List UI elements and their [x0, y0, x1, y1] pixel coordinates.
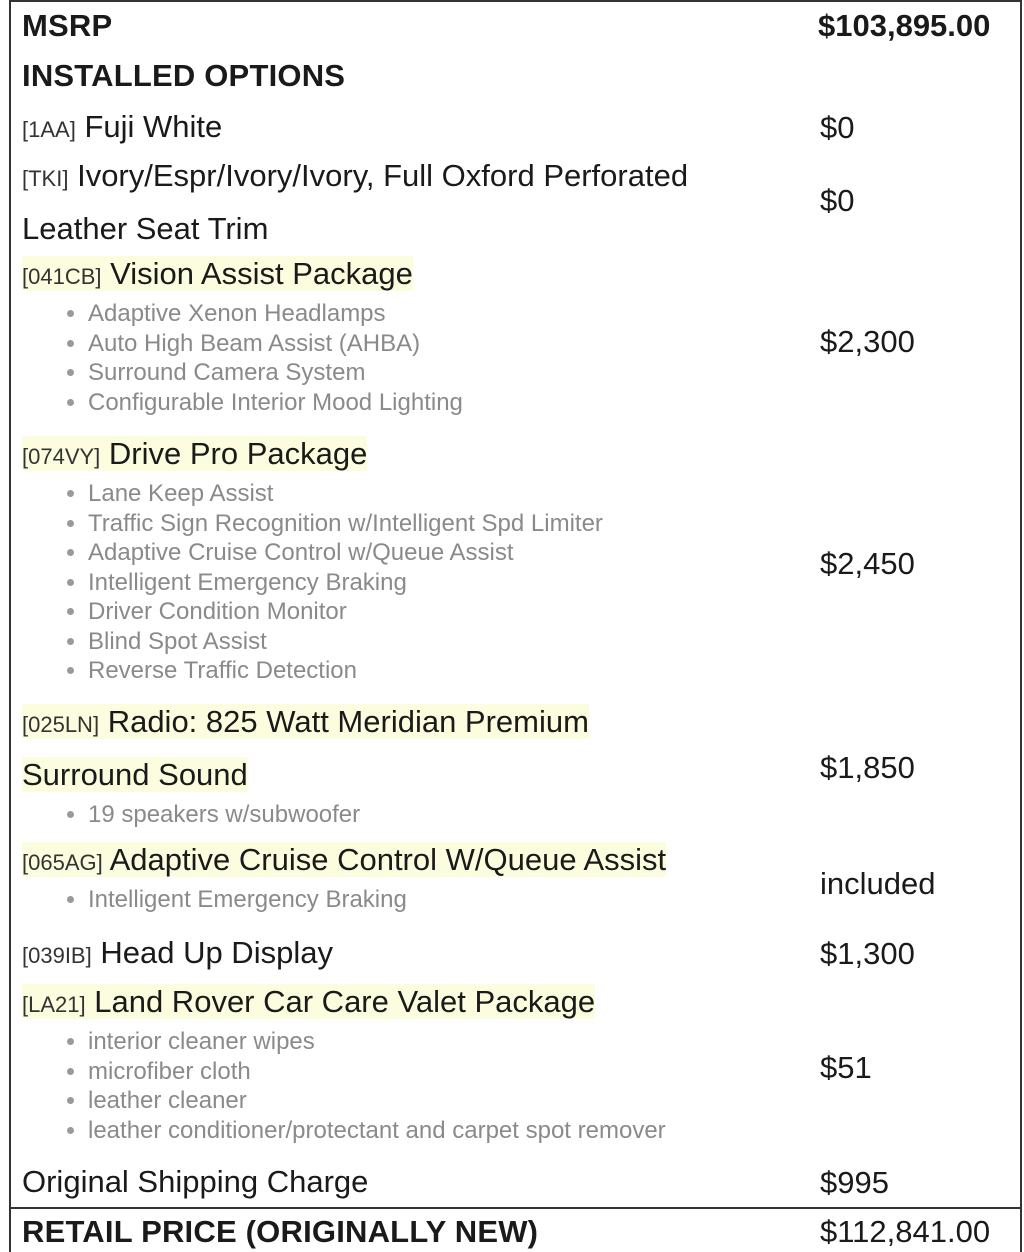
- installed-options-heading: INSTALLED OPTIONS: [22, 58, 346, 93]
- option-code: [TKI]: [22, 166, 69, 191]
- option-code: [025LN]: [22, 712, 100, 737]
- option-name: Land Rover Car Care Valet Package: [94, 984, 596, 1019]
- list-item: • Surround Camera System: [88, 358, 1012, 388]
- option-name: Vision Assist Package: [110, 256, 413, 291]
- list-item: • Driver Condition Monitor: [88, 597, 1012, 627]
- option-name: Adaptive Cruise Control W/Queue Assist: [109, 842, 667, 877]
- option-name-line1: Ivory/Espr/Ivory/Ivory, Full Oxford Perforated: [77, 158, 689, 193]
- option-price: $0: [820, 183, 855, 218]
- option-code: [074VY]: [22, 444, 101, 469]
- list-item: • leather conditioner/protectant and carpet spot remover: [88, 1116, 1012, 1146]
- shipping-label: Original Shipping Charge: [22, 1164, 369, 1199]
- option-price: $51: [820, 1050, 872, 1085]
- option-code: [065AG]: [22, 850, 103, 875]
- option-name: Fuji White: [84, 109, 223, 144]
- option-1aa: [22, 102, 1012, 155]
- option-price: $1,300: [820, 936, 915, 971]
- list-item: • Intelligent Emergency Braking: [88, 885, 1012, 915]
- option-price: $0: [820, 110, 855, 145]
- list-item: • Traffic Sign Recognition w/Intelligent Spd Limiter: [88, 509, 1012, 539]
- list-item: • Auto High Beam Assist (AHBA): [88, 329, 1012, 359]
- option-name-line2: Leather Seat Trim: [22, 211, 269, 246]
- retail-price-label: RETAIL PRICE (ORIGINALLY NEW): [22, 1214, 539, 1249]
- option-name-line1: Radio: 825 Watt Meridian Premium: [107, 704, 589, 739]
- list-item: • Blind Spot Assist: [88, 627, 1012, 657]
- option-name: Head Up Display: [100, 935, 333, 970]
- option-tki: [22, 151, 1012, 254]
- option-code: [041CB]: [22, 264, 102, 289]
- list-item: • leather cleaner: [88, 1086, 1012, 1116]
- option-feature-list: [22, 800, 1012, 830]
- option-name: Drive Pro Package: [108, 436, 368, 471]
- retail-price-value: $112,841.00: [820, 1214, 991, 1249]
- option-price: included: [820, 866, 936, 901]
- option-code: [1AA]: [22, 117, 76, 142]
- option-feature-list: [22, 479, 1012, 686]
- option-feature-list: [22, 1027, 1012, 1145]
- msrp-label: MSRP: [22, 8, 113, 43]
- option-name-line2: Surround Sound: [22, 757, 248, 792]
- option-price: $2,300: [820, 324, 915, 359]
- list-item: • Adaptive Xenon Headlamps: [88, 299, 1012, 329]
- list-item: • microfiber cloth: [88, 1057, 1012, 1087]
- option-price: $1,850: [820, 750, 915, 785]
- list-item: • Intelligent Emergency Braking: [88, 568, 1012, 598]
- option-price: $2,450: [820, 546, 915, 581]
- list-item: • 19 speakers w/subwoofer: [88, 800, 1012, 830]
- option-code: [LA21]: [22, 992, 86, 1017]
- msrp-value: $103,895.00: [818, 8, 991, 43]
- shipping-price: $995: [820, 1165, 889, 1200]
- option-code: [039IB]: [22, 943, 92, 968]
- list-item: • interior cleaner wipes: [88, 1027, 1012, 1057]
- total-divider: [9, 1207, 1022, 1209]
- list-item: • Reverse Traffic Detection: [88, 656, 1012, 686]
- list-item: • Lane Keep Assist: [88, 479, 1012, 509]
- list-item: • Configurable Interior Mood Lighting: [88, 388, 1012, 418]
- list-item: • Adaptive Cruise Control w/Queue Assist: [88, 538, 1012, 568]
